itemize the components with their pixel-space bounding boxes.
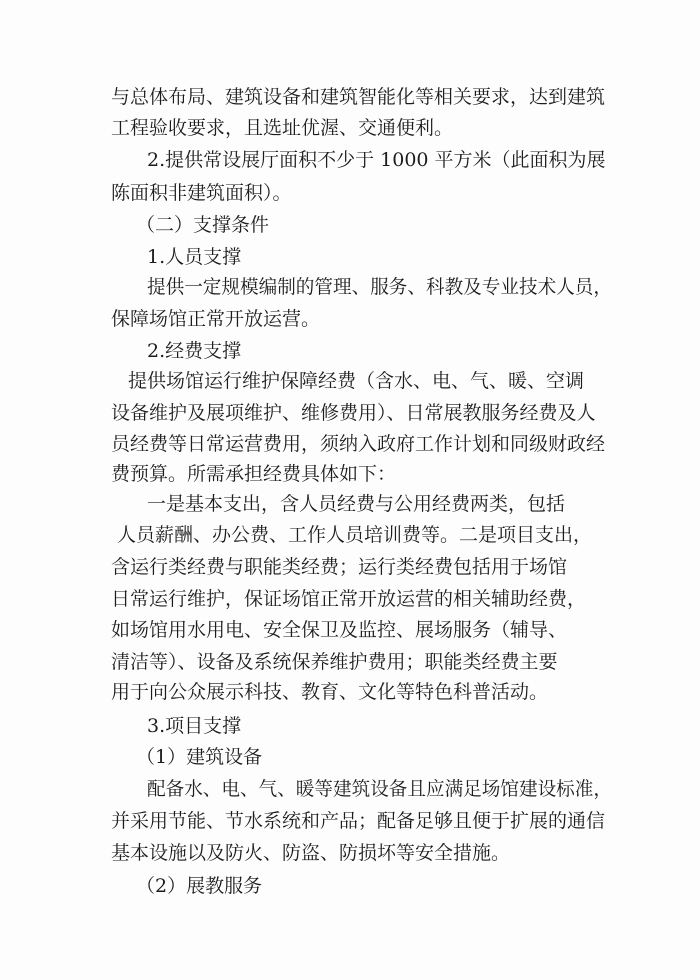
personnel-line-2: 保障场馆正常开放运营。 <box>111 308 321 330</box>
expense-line-4: 日常运行维护，保证场馆正常开放运营的相关辅助经费， <box>111 588 587 610</box>
funding-line-1: 提供场馆运行维护保障经费（含水、电、气、暖、空调 <box>128 370 585 392</box>
item-2-line-2: 陈面积非建筑面积）。 <box>111 182 292 204</box>
equipment-line-2: 并采用节能、节水系统和产品；配备足够且便于扩展的通信 <box>111 810 606 832</box>
body-line-2: 工程验收要求，且选址优渥、交通便利。 <box>111 117 454 139</box>
funding-line-4: 费预算。所需承担经费具体如下： <box>111 463 397 485</box>
funding-line-2: 设备维护及展项维护、维修费用）、日常展教服务经费及人 <box>111 402 596 424</box>
subheading-building-equipment: （1）建筑设备 <box>136 746 263 768</box>
body-line-1: 与总体布局、建筑设备和建筑智能化等相关要求，达到建筑 <box>111 86 606 108</box>
funding-line-3: 员经费等日常运营费用，须纳入政府工作计划和同级财政经 <box>111 433 606 455</box>
subheading-personnel-support: 1.人员支撑 <box>147 246 242 268</box>
item-2-line-1: 2.提供常设展厅面积不少于 1000 平方米（此面积为展 <box>147 149 606 171</box>
expense-line-2: 人员薪酬、办公费、工作人员培训费等。二是项目支出， <box>117 524 593 546</box>
personnel-line-1: 提供一定规模编制的管理、服务、科教及专业技术人员， <box>147 276 612 298</box>
expense-line-7: 用于向公众展示科技、教育、文化等特色科普活动。 <box>111 681 549 703</box>
equipment-line-1: 配备水、电、气、暖等建筑设备且应满足场馆建设标准， <box>147 778 612 800</box>
expense-line-3: 含运行类经费与职能类经费；运行类经费包括用于场馆 <box>111 556 568 578</box>
expense-line-5: 如场馆用水用电、安全保卫及监控、展场服务（辅导、 <box>111 619 568 641</box>
subheading-exhibition-services: （2）展教服务 <box>136 875 263 897</box>
section-heading-support-conditions: （二）支撑条件 <box>136 214 270 236</box>
equipment-line-3: 基本设施以及防火、防盗、防损坏等安全措施。 <box>111 842 511 864</box>
subheading-funding-support: 2.经费支撑 <box>147 340 242 362</box>
subheading-project-support: 3.项目支撑 <box>147 715 242 737</box>
expense-line-1: 一是基本支出，含人员经费与公用经费两类，包括 <box>147 493 566 515</box>
expense-line-6: 清洁等）、设备及系统保养维护费用；职能类经费主要 <box>111 651 558 673</box>
